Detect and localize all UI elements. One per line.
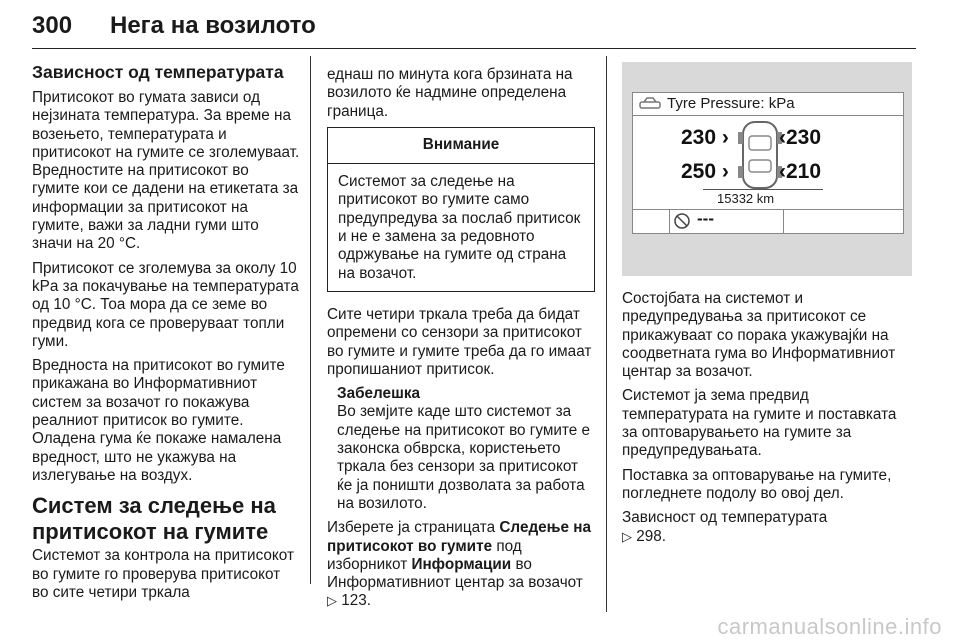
page-ref-arrow-icon: ▷ [327,593,337,609]
caution-box [327,127,595,292]
paragraph-instructions [327,519,595,610]
page-number: 300 [32,12,73,39]
column-left [32,62,300,608]
page-reference[interactable]: 123. [341,592,372,610]
page-ref-arrow-icon: ▷ [622,528,632,544]
paragraph: Поставка за оптоварување на гумите, погледнете подолу во овој дел. [622,466,892,502]
paragraph: Системот ја зема предвид температурата на гумите и поставката за оптоварувањето на гумите за предупредувањата. [622,387,897,460]
divider [669,210,670,234]
steering-assist-icon [673,212,693,230]
text-run: во Информативниот центар за возачот [327,555,583,592]
paragraph: Системот за контрола на притисокот во гумите го проверува притисокот во сите четири тркала [32,547,294,601]
paragraph: Вредноста на притисокот во гумите прикажана во Информативниот систем за возачот го покажува реалниот притисок во гумите. Оладена гума ќе покаже намалена вредност, што не укажува на излегување на воздух. [32,357,285,484]
note-text: Во земјите каде што системот за следење на притисокот во гумите е законска обврска, користењето тркала без сензори за притисокот ќе ја поништи дозволата за работа на возилото. [337,403,591,512]
paragraph: Притисокот се зголемува за околу 10 kPa за покачување на температурата од 10 °C. Тоа мора да се земе во предвид кога се проверуваат топли гуми. [32,259,299,350]
divider [783,210,784,234]
caution-title: Внимание [328,128,594,164]
paragraph-reference [622,509,916,546]
caution-text: Системот за следење на притисокот во гумите само предупредува за послаб притисок и не е замена за редовното одржување на гумите од страна на возачот. [338,173,581,282]
note-title: Забелешка [337,385,420,403]
display-header [633,93,903,116]
text-run: под изборникот [327,537,522,573]
text-run: Зависност од температурата [622,509,828,527]
column-right [622,62,916,552]
car-top-view-icon [735,120,785,190]
paragraph: Состојбата на системот и предупредувања за притисокот се прикажуваат со порака укажувајќи на соодветната гума во Информативниот центар за возачот. [622,290,896,381]
tyre-pressure-front-left: 230 › [681,126,729,149]
display-footer [633,209,903,234]
tyre-pressure-rear-right: ‹210 [779,160,822,183]
menu-page-name: Следење на притисокот во гумите [327,519,592,555]
section-heading-tpms: Систем за следење на притисокот на гумите [32,493,276,545]
page-title: Нега на возилото [110,12,316,39]
watermark: carmanualsonline.info [717,614,942,639]
display-panel [632,92,904,234]
paragraph: Сите четири тркала треба да бидат опремени со сензори за притисокот во гумите и гумите треба да го имаат пропишаниот притисок. [327,305,592,378]
car-icon [639,97,661,111]
odometer-reading: 15332 km [717,191,775,206]
text-run: Изберете ја страницата [327,519,496,537]
paragraph: Притисокот во гумата зависи од нејзината температура. За време на возењето, температурата и притисокот на гумите се зголемуваат. Вредностите на притисокот во гумите кои се дадени на етикетата за информации за притисокот на гумите, важи за ладни гуми што значи на 20 °C. [32,89,300,253]
column-middle [327,66,595,617]
section-heading-temperature: Зависност од температурата [32,62,284,82]
column-divider [606,56,607,612]
paragraph: еднаш по минута кога брзината на возилото ќе надмине определена граница. [327,66,573,120]
status-value: --- [697,209,714,228]
page-header [32,4,916,49]
page-reference[interactable]: 298. [636,527,667,545]
menu-name: Информации [411,555,512,573]
tyre-pressure-display-image [622,62,912,276]
display-title: Tyre Pressure: kPa [667,95,795,112]
tyre-pressure-rear-left: 250 › [681,160,729,183]
tyre-pressure-front-right: ‹230 [779,126,822,149]
column-divider [310,56,311,584]
note-box [327,385,595,513]
